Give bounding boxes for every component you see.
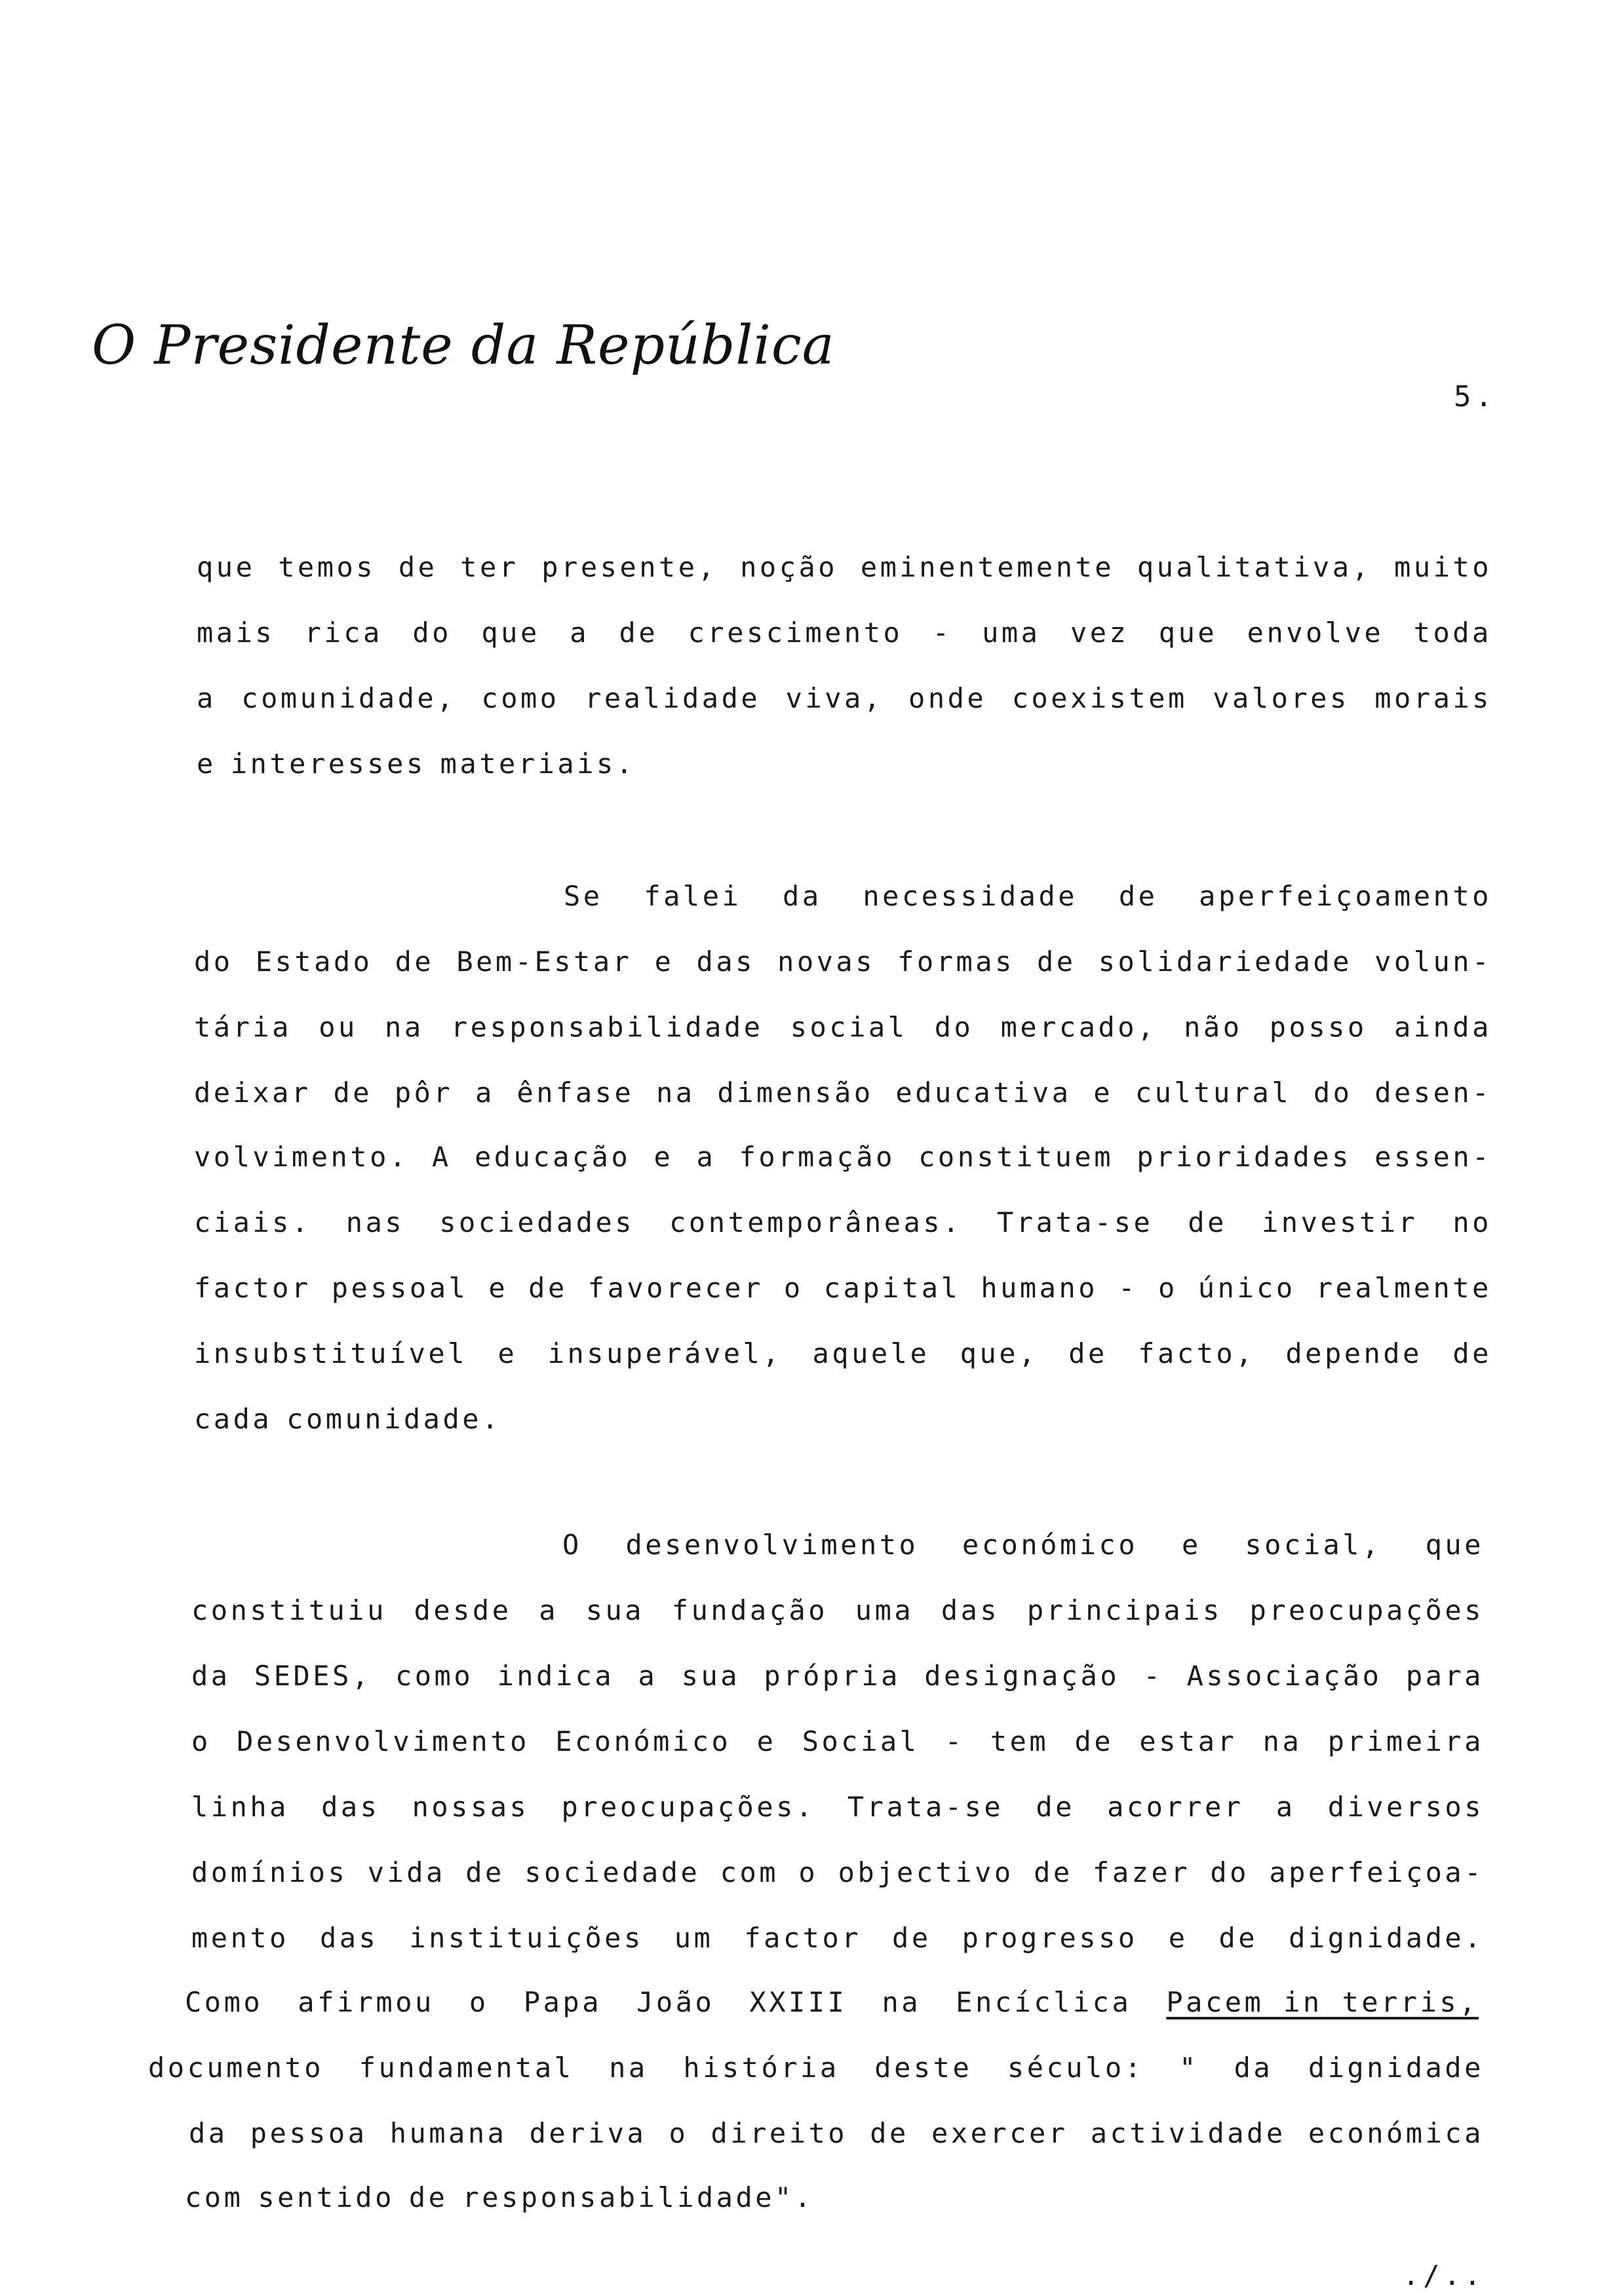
word: de [528, 1272, 568, 1304]
word: fundamental [359, 2052, 574, 2084]
word: sociedades [439, 1206, 635, 1238]
word: e [654, 946, 674, 978]
word: Papa [523, 1986, 602, 2018]
word: direito [710, 2117, 848, 2149]
text-line [191, 1789, 1484, 1826]
word: eminentemente [860, 551, 1115, 583]
word: sentido [258, 2181, 395, 2213]
word: dignidade [1308, 2052, 1484, 2084]
text-line [197, 615, 1492, 651]
word: principais [1026, 1594, 1222, 1626]
word: depende [1285, 1337, 1422, 1369]
word: do [1210, 1856, 1249, 1888]
word: na [882, 1986, 922, 2018]
word: envolve [1247, 617, 1384, 649]
word: e [488, 1272, 509, 1304]
word: contemporâneas. [669, 1206, 962, 1238]
word: toda [1413, 617, 1492, 649]
word: interesses [230, 748, 426, 780]
word: fundação [671, 1594, 828, 1626]
word: materiais. [440, 748, 636, 780]
word: de [1034, 1856, 1073, 1888]
word: a [570, 617, 590, 649]
word: prioridades [1137, 1141, 1352, 1173]
word: " [1179, 2052, 1199, 2084]
word: uma [855, 1594, 914, 1626]
word: formação [739, 1141, 895, 1173]
word: Pacem in terris, [1166, 1986, 1479, 2018]
word: diversos [1327, 1791, 1484, 1823]
word: tária [194, 1011, 292, 1043]
word: Associação [1186, 1660, 1382, 1692]
word: essen- [1374, 1141, 1492, 1173]
word: deixar [194, 1077, 311, 1109]
word: falei [644, 880, 742, 912]
word: Se [564, 880, 603, 912]
word: que [1425, 1529, 1484, 1561]
word: e [197, 748, 216, 780]
word: na [1262, 1725, 1302, 1757]
word: do [934, 1011, 974, 1043]
word: com [185, 2181, 244, 2213]
word: de [870, 2117, 909, 2149]
word: O [562, 1529, 582, 1561]
text-line [194, 944, 1492, 980]
word: social [790, 1011, 908, 1043]
word: desde [414, 1594, 512, 1626]
text-line [194, 1009, 1492, 1046]
word: aperfeiçoa- [1269, 1856, 1484, 1888]
word: formas [897, 946, 1015, 978]
word: - [1118, 1272, 1138, 1304]
word: e [1093, 1077, 1114, 1109]
word: ou [319, 1011, 358, 1043]
text-line [197, 746, 650, 782]
word: nas [345, 1206, 405, 1238]
word: factor [744, 1922, 862, 1954]
word: e [653, 1141, 674, 1173]
word: comunidade. [286, 1403, 501, 1435]
word: de [1118, 880, 1158, 912]
word: de [333, 1077, 373, 1109]
word: século: [1007, 2052, 1144, 2084]
word: no [1452, 1206, 1492, 1238]
word: mento [191, 1922, 289, 1954]
word: uma [982, 617, 1041, 649]
word: o [1158, 1272, 1178, 1304]
word: valores [1213, 682, 1350, 714]
word: das [696, 946, 755, 978]
word: aquele [812, 1337, 930, 1369]
word: de [1036, 1791, 1075, 1823]
word: vez [1070, 617, 1129, 649]
word: a [696, 1141, 716, 1173]
word: linha [191, 1791, 289, 1823]
word: necessidade [863, 880, 1078, 912]
text-line [191, 1723, 1484, 1760]
text-line [191, 1854, 1484, 1891]
word: Desenvolvimento [237, 1725, 530, 1757]
word: de [1068, 1337, 1108, 1369]
word: de [398, 551, 438, 583]
word: não [1184, 1011, 1243, 1043]
word: sua [585, 1594, 645, 1626]
word: de [1037, 946, 1076, 978]
word: factor [194, 1272, 311, 1304]
word: um [674, 1922, 714, 1954]
word: dimensão [717, 1077, 874, 1109]
word: como [395, 1660, 474, 1692]
word: cada [194, 1403, 273, 1435]
word: sociedade [524, 1856, 701, 1888]
word: de [1188, 1206, 1227, 1238]
word: rica [304, 617, 383, 649]
word: exercer [931, 2117, 1068, 2149]
word: na [656, 1077, 695, 1109]
word: viva, [785, 682, 884, 714]
word: da [189, 2117, 228, 2149]
word: actividade [1090, 2117, 1286, 2149]
word: como [481, 682, 560, 714]
word: económico [962, 1529, 1138, 1561]
word: humana [389, 2117, 507, 2149]
word: coexistem [1011, 682, 1188, 714]
word: responsabilidade [450, 1011, 764, 1043]
word: Bem-Estar [456, 946, 632, 978]
word: de [465, 1856, 505, 1888]
word: mais [197, 617, 275, 649]
word: crescimento [688, 617, 903, 649]
text-line [197, 680, 1492, 717]
word: nossas [412, 1791, 530, 1823]
text-line [194, 1075, 1492, 1111]
word: investir [1262, 1206, 1418, 1238]
word: qualitativa, [1137, 551, 1372, 583]
word: de [1452, 1337, 1492, 1369]
word: solidariedade [1098, 946, 1352, 978]
word: a [638, 1660, 658, 1692]
word: de [892, 1922, 931, 1954]
word: e [1168, 1922, 1188, 1954]
word: para [1405, 1660, 1484, 1692]
word: estar [1139, 1725, 1237, 1757]
word: facto, [1138, 1337, 1255, 1369]
word: deriva [529, 2117, 647, 2149]
word: de [408, 2181, 448, 2213]
word: desen- [1374, 1077, 1492, 1109]
word: progresso [962, 1922, 1138, 1954]
word: morais [1374, 682, 1492, 714]
word: realidade [585, 682, 761, 714]
text-line [194, 1204, 1492, 1241]
word: insubstituível [194, 1337, 468, 1369]
word: o [469, 1986, 489, 2018]
word: primeira [1327, 1725, 1484, 1757]
word: responsabilidade". [462, 2181, 814, 2213]
word: único [1197, 1272, 1296, 1304]
word: temos [278, 551, 376, 583]
word: Encíclica [956, 1986, 1132, 2018]
word: o [783, 1272, 804, 1304]
word: o [669, 2117, 689, 2149]
word: a [539, 1594, 559, 1626]
page-number: 5. [1454, 380, 1496, 413]
word: constituem [918, 1141, 1114, 1173]
word: a [475, 1077, 495, 1109]
word: o [191, 1725, 211, 1757]
word: onde [908, 682, 987, 714]
word: Social [802, 1725, 920, 1757]
word: da [783, 880, 822, 912]
text-line [194, 1270, 1492, 1307]
word: pôr [394, 1077, 454, 1109]
word: Trata-se [847, 1791, 1004, 1823]
word: preocupações [1249, 1594, 1484, 1626]
word: mercado, [1000, 1011, 1157, 1043]
word: que, [960, 1337, 1038, 1369]
word: do [412, 617, 452, 649]
word: com [720, 1856, 779, 1888]
text-line [185, 2179, 828, 2216]
word: documento [148, 2052, 324, 2084]
word: que [481, 617, 540, 649]
word: ciais. [194, 1206, 311, 1238]
word: presente, [541, 551, 718, 583]
word: o [798, 1856, 819, 1888]
word: - [932, 617, 952, 649]
word: afirmou [298, 1986, 435, 2018]
word: na [385, 1011, 424, 1043]
word: de [395, 946, 435, 978]
word: dignidade. [1289, 1922, 1484, 1954]
word: das [321, 1791, 380, 1823]
text-line [194, 1139, 1492, 1176]
word: que [197, 551, 256, 583]
word: volun- [1374, 946, 1492, 978]
text-line [191, 1920, 1484, 1957]
word: a [197, 682, 216, 714]
word: Económico [555, 1725, 731, 1757]
text-line [185, 1984, 1479, 2021]
word: do [194, 946, 233, 978]
word: tem [990, 1725, 1049, 1757]
word: das [319, 1922, 379, 1954]
text-line [191, 1658, 1484, 1694]
word: constituiu [191, 1594, 387, 1626]
word: fazer [1093, 1856, 1190, 1888]
word: volvimento. [194, 1141, 409, 1173]
word: vida [367, 1856, 446, 1888]
word: XXIII [749, 1986, 847, 2018]
word: ter [460, 551, 519, 583]
word: aperfeiçoamento [1199, 880, 1492, 912]
text-line [197, 549, 1492, 586]
word: sua [681, 1660, 741, 1692]
word: realmente [1315, 1272, 1492, 1304]
text-line [564, 878, 1492, 915]
word: indica [497, 1660, 615, 1692]
word: João [636, 1986, 715, 2018]
word: de [1218, 1922, 1258, 1954]
word: designação [924, 1660, 1120, 1692]
word: pessoa [250, 2117, 368, 2149]
word: novas [777, 946, 875, 978]
word: e [756, 1725, 777, 1757]
word: história [683, 2052, 840, 2084]
word: ênfase [516, 1077, 634, 1109]
word: posso [1269, 1011, 1367, 1043]
word: muito [1394, 551, 1492, 583]
word: própria [764, 1660, 901, 1692]
word: capital [823, 1272, 961, 1304]
text-line [191, 1592, 1484, 1629]
word: desenvolvimento [625, 1529, 919, 1561]
word: de [619, 617, 659, 649]
word: objectivo [838, 1856, 1014, 1888]
word: insuperável, [547, 1337, 783, 1369]
word: deste [874, 2052, 973, 2084]
word: das [941, 1594, 1000, 1626]
word: e [497, 1337, 518, 1369]
word: A [431, 1141, 452, 1173]
word: educação [474, 1141, 631, 1173]
word: humano [981, 1272, 1099, 1304]
text-line [148, 2050, 1484, 2086]
word: Estado [255, 946, 373, 978]
word: social, [1245, 1529, 1382, 1561]
word: educativa [895, 1077, 1072, 1109]
word: SEDES, [254, 1660, 372, 1692]
word: pessoal [331, 1272, 469, 1304]
word: e [1181, 1529, 1201, 1561]
word: Trata-se [997, 1206, 1154, 1238]
continuation-mark: ./.. [1403, 2259, 1485, 2291]
word: do [1313, 1077, 1353, 1109]
word: preocupações. [561, 1791, 815, 1823]
word: instituições [409, 1922, 644, 1954]
word: noção [740, 551, 838, 583]
word: na [609, 2052, 648, 2084]
word: da [1234, 2052, 1274, 2084]
text-line [194, 1335, 1492, 1372]
text-line [562, 1527, 1484, 1563]
word: - [944, 1725, 965, 1757]
word: favorecer [587, 1272, 764, 1304]
word: a [1275, 1791, 1296, 1823]
word: domínios [191, 1856, 348, 1888]
word: cultural [1135, 1077, 1292, 1109]
letterhead: O Presidente da República [92, 315, 835, 377]
word: Como [185, 1986, 263, 2018]
word: acorrer [1107, 1791, 1244, 1823]
word: comunidade, [241, 682, 456, 714]
text-line [189, 2115, 1484, 2152]
word: da [191, 1660, 231, 1692]
word: - [1143, 1660, 1163, 1692]
word: que [1158, 617, 1218, 649]
word: de [1074, 1725, 1114, 1757]
word: económica [1308, 2117, 1484, 2149]
word: ainda [1393, 1011, 1492, 1043]
text-line [194, 1401, 516, 1438]
